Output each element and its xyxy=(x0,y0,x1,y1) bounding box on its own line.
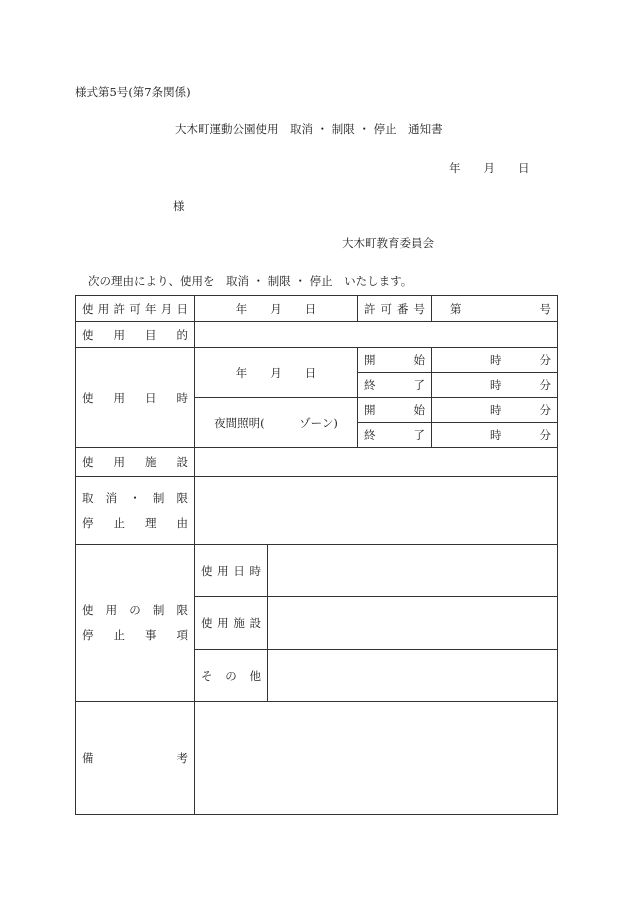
night-end-time-cell[interactable] xyxy=(432,423,558,448)
datetime-start-row xyxy=(76,348,558,373)
night-start-time-cell[interactable] xyxy=(432,398,558,423)
hour-unit: 時 xyxy=(490,353,502,367)
night-light-label: 夜間照明( ゾーン) xyxy=(214,415,338,430)
matters-datetime-field[interactable] xyxy=(268,545,558,597)
permit-no-label: 許 可 番 号 xyxy=(364,301,425,316)
matters-label-line-2: 停 止 事 項 xyxy=(82,628,188,642)
datetime-label: 使 用 日 時 xyxy=(82,390,188,405)
purpose-row xyxy=(76,322,558,348)
datetime-date-value: 年 月 日 xyxy=(235,365,317,380)
matters-label-cell xyxy=(76,545,195,702)
permit-no-prefix: 第 xyxy=(450,301,462,316)
permit-no-label-cell xyxy=(358,296,432,322)
night-start-label-cell xyxy=(358,398,432,423)
minute-unit: 分 xyxy=(539,378,551,392)
permit-no-suffix: 号 xyxy=(539,301,551,316)
notification-form-table xyxy=(75,295,558,815)
permit-no-cell[interactable] xyxy=(432,296,558,322)
datetime-date-cell[interactable] xyxy=(195,348,358,398)
matters-other-label-cell xyxy=(195,650,268,702)
remarks-field[interactable] xyxy=(195,702,558,815)
matters-datetime-label: 使 用 日 時 xyxy=(201,563,261,578)
matters-datetime-label-cell xyxy=(195,545,268,597)
permit-date-label-cell xyxy=(76,296,195,322)
matters-label-line-1: 使 用 の 制 限 xyxy=(82,603,188,617)
minute-unit: 分 xyxy=(539,428,551,442)
issuer-name: 大木町教育委員会 xyxy=(342,236,434,250)
night-light-cell[interactable] xyxy=(195,398,358,448)
minute-unit: 分 xyxy=(539,403,551,417)
intro-text: 次の理由により、使用を 取消 ・ 制限 ・ 停止 いたします。 xyxy=(88,274,413,288)
permit-date-label: 使 用 許 可 年 月 日 xyxy=(82,301,188,316)
permit-date-cell[interactable] xyxy=(195,296,358,322)
purpose-field[interactable] xyxy=(195,322,558,348)
start-time-cell[interactable] xyxy=(432,348,558,373)
facility-field[interactable] xyxy=(195,448,558,477)
document-title: 大木町運動公園使用 取消 ・ 制限 ・ 停止 通知書 xyxy=(175,122,443,136)
remarks-row xyxy=(76,702,558,815)
purpose-label-cell xyxy=(76,322,195,348)
facility-label-cell xyxy=(76,448,195,477)
matters-facility-field[interactable] xyxy=(268,597,558,650)
permit-date-value: 年 月 日 xyxy=(235,301,317,316)
night-start-label: 開 始 xyxy=(364,403,425,417)
end-label-cell xyxy=(358,373,432,398)
permit-row xyxy=(76,296,558,322)
hour-unit: 時 xyxy=(490,403,502,417)
facility-label: 使 用 施 設 xyxy=(82,455,188,469)
start-label: 開 始 xyxy=(364,353,425,367)
matters-facility-label: 使 用 施 設 xyxy=(201,616,261,630)
facility-row xyxy=(76,448,558,477)
remarks-label-cell xyxy=(76,702,195,815)
start-label-cell xyxy=(358,348,432,373)
end-label: 終 了 xyxy=(364,378,425,392)
hour-unit: 時 xyxy=(490,378,502,392)
night-end-label: 終 了 xyxy=(364,428,425,442)
reason-label-line-2: 停 止 理 由 xyxy=(82,515,188,530)
reason-label-line-1: 取 消 ・ 制 限 xyxy=(82,490,188,505)
form-number: 様式第5号(第7条関係) xyxy=(75,85,191,99)
matters-other-label: そ の 他 xyxy=(201,668,261,683)
remarks-label: 備 考 xyxy=(82,751,188,765)
reason-field[interactable] xyxy=(195,477,558,545)
matters-facility-label-cell xyxy=(195,597,268,650)
matters-datetime-row xyxy=(76,545,558,597)
addressee-honorific: 様 xyxy=(173,199,185,213)
hour-unit: 時 xyxy=(490,428,502,442)
minute-unit: 分 xyxy=(539,353,551,367)
datetime-label-cell xyxy=(76,348,195,448)
end-time-cell[interactable] xyxy=(432,373,558,398)
reason-label-cell xyxy=(76,477,195,545)
matters-other-field[interactable] xyxy=(268,650,558,702)
reason-row xyxy=(76,477,558,545)
purpose-label: 使 用 目 的 xyxy=(82,327,188,342)
issue-date: 年 月 日 xyxy=(449,161,530,175)
night-end-label-cell xyxy=(358,423,432,448)
